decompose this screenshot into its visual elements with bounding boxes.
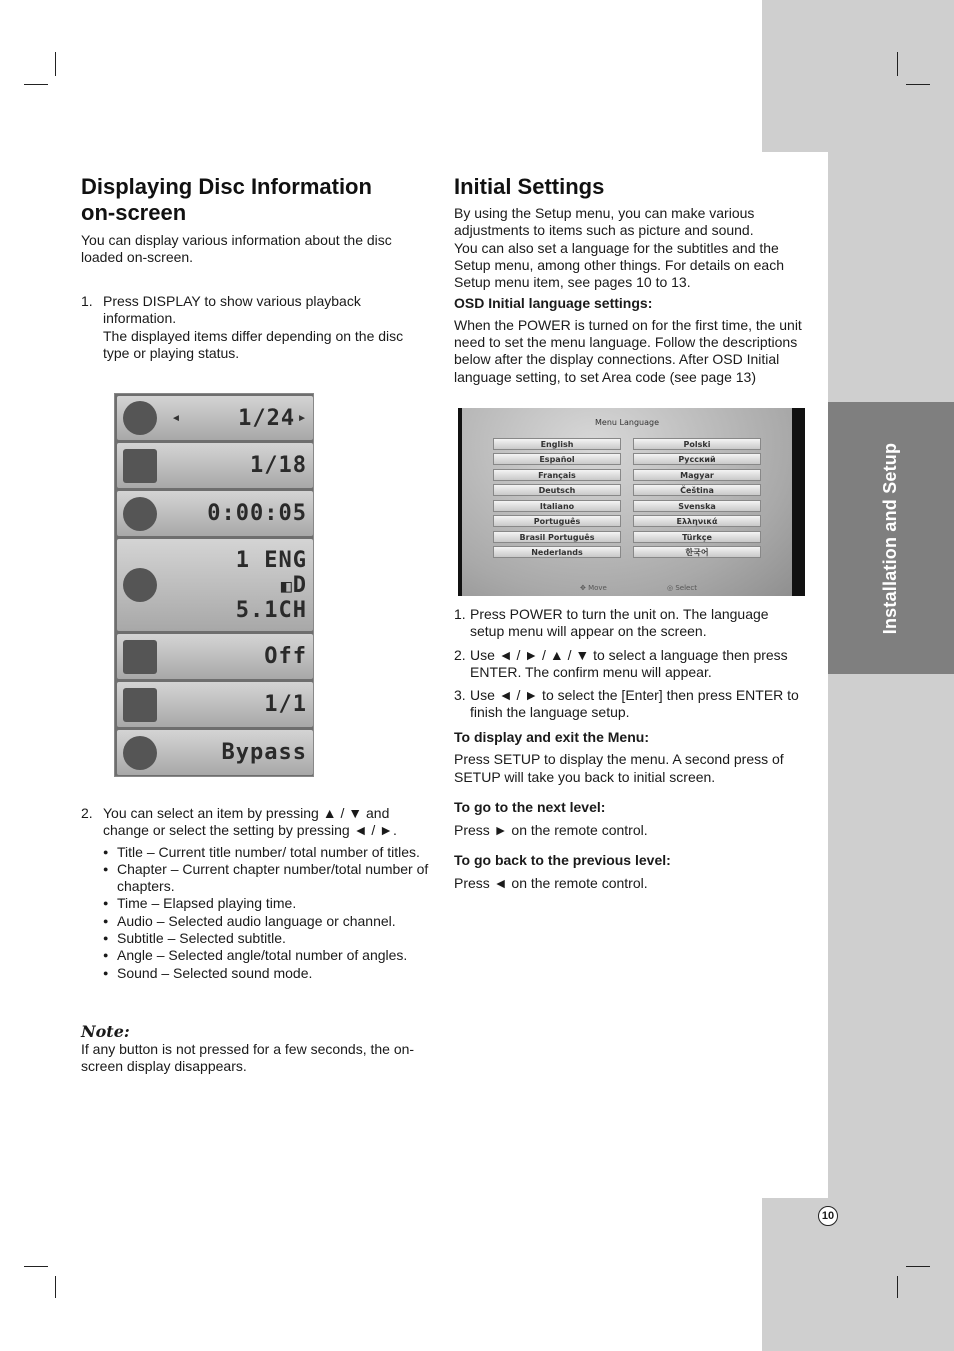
lang-option[interactable]: Polski bbox=[633, 438, 761, 450]
note-heading: Note: bbox=[81, 1022, 130, 1041]
list-item: ● Audio – Selected audio language or channel. bbox=[103, 913, 433, 930]
note bbox=[81, 1022, 433, 1076]
lang-option[interactable]: Türkçe bbox=[633, 531, 761, 543]
lang-option[interactable]: Português bbox=[493, 515, 621, 527]
subtitle-icon bbox=[123, 640, 157, 674]
move-hint: ✥ Move bbox=[580, 584, 607, 592]
camera-icon bbox=[123, 688, 157, 722]
lang-option[interactable]: English bbox=[493, 438, 621, 450]
lang-option[interactable]: 한국어 bbox=[633, 546, 761, 558]
display-text: Press SETUP to display the menu. A second press of SETUP will take you back to initial screen. bbox=[454, 751, 784, 785]
setup-step: 1. Press POWER to turn the unit on. The language setup menu will appear on the screen. bbox=[454, 606, 769, 640]
next-heading: To go to the next level: bbox=[454, 799, 606, 815]
osd-heading: OSD Initial language settings: bbox=[454, 295, 653, 312]
list-item: ● Angle – Selected angle/total number of angles. bbox=[103, 947, 433, 964]
osd-row-angle: 1/1 bbox=[117, 682, 313, 727]
osd-row-chapter: 1/18 bbox=[117, 443, 313, 488]
sidebar-strip bbox=[828, 152, 954, 1198]
osd-row-title: ◄ 1/24 ► bbox=[117, 396, 313, 440]
menu-title: Menu Language bbox=[595, 418, 659, 427]
previous-level-section bbox=[454, 852, 806, 893]
page-number: 10 bbox=[818, 1206, 838, 1226]
sidebar-bottom bbox=[762, 1198, 954, 1351]
crop-mark bbox=[55, 52, 56, 76]
select-hint: ◎ Select bbox=[667, 584, 697, 592]
next-level-section bbox=[454, 799, 806, 840]
right-title: Initial Settings bbox=[454, 174, 605, 199]
left-intro: You can display various information about the disc loaded on-screen. bbox=[81, 232, 392, 266]
right-arrow-icon: ► bbox=[297, 412, 307, 424]
lang-option[interactable]: Ελληνικά bbox=[633, 515, 761, 527]
lang-option[interactable]: Italiano bbox=[493, 500, 621, 512]
dolby-icon: ◧ bbox=[280, 575, 293, 597]
crop-mark bbox=[906, 1266, 930, 1267]
lang-option[interactable]: Русский bbox=[633, 453, 761, 465]
step-1: 1. Press DISPLAY to show various playback information. The displayed items differ depending on the disc type or playing status. bbox=[81, 293, 404, 361]
crop-mark bbox=[24, 1266, 48, 1267]
select-icon: ◎ bbox=[667, 584, 676, 592]
list-item: ● Sound – Selected sound mode. bbox=[103, 965, 433, 982]
left-title: Displaying Disc Information on-screen bbox=[81, 174, 372, 225]
osd-text: When the POWER is turned on for the first time, the unit need to set the menu language. Follow the descriptions below after the display connections. After OSD Initial language setting, to set Area code (see page 13) bbox=[454, 316, 802, 385]
crop-mark bbox=[55, 1276, 56, 1298]
section-tab-label: Installation and Setup bbox=[880, 442, 901, 634]
osd-row-audio: 1 ENG ◧D 5.1CH bbox=[117, 539, 313, 631]
osd-row-time: 0:00:05 bbox=[117, 491, 313, 536]
setup-step: 3. Use ◄ / ► to select the [Enter] then press ENTER to finish the language setup. bbox=[454, 687, 799, 721]
display-heading: To display and exit the Menu: bbox=[454, 729, 649, 745]
move-icon: ✥ bbox=[580, 584, 589, 592]
crop-mark bbox=[897, 52, 898, 76]
film-strip-icon bbox=[123, 449, 157, 483]
lang-option[interactable]: Brasil Português bbox=[493, 531, 621, 543]
back-text: Press ◄ on the remote control. bbox=[454, 875, 648, 892]
lang-option[interactable]: Magyar bbox=[633, 469, 761, 481]
left-arrow-icon: ◄ bbox=[171, 412, 181, 424]
lang-option[interactable]: Français bbox=[493, 469, 621, 481]
list-item: ● Subtitle – Selected subtitle. bbox=[103, 930, 433, 947]
crop-mark bbox=[897, 1276, 898, 1298]
list-item: ● Time – Elapsed playing time. bbox=[103, 895, 433, 912]
film-reel-icon bbox=[123, 401, 157, 435]
step-2: 2. You can select an item by pressing ▲ / ▼ and change or select the setting by pressing ◄ / ►. ● Title – Current title number/ total number of titles. ● Chapter – Current chapter number/total number of chapters. ● Time – Elapsed playing time. ● Audio – Selected audio language or channel. ● Subtitle – Selected subtitle. ● Angle – Selected angle/total number of angles. ● Sound – Selected sound mode. bbox=[81, 805, 433, 982]
note-text: If any button is not pressed for a few seconds, the on-screen display disappears. bbox=[81, 1041, 415, 1075]
list-item: ● Title – Current title number/ total number of titles. bbox=[103, 844, 433, 861]
disc-info-osd bbox=[114, 393, 314, 777]
osd-row-subtitle: Off bbox=[117, 634, 313, 679]
setup-step: 2. Use ◄ / ► / ▲ / ▼ to select a language then press ENTER. The confirm menu will appear. bbox=[454, 646, 788, 680]
item-list bbox=[103, 844, 433, 982]
headphones-icon bbox=[123, 568, 157, 602]
sidebar-top bbox=[762, 0, 954, 152]
crop-mark bbox=[906, 84, 930, 85]
lang-option[interactable]: Nederlands bbox=[493, 546, 621, 558]
lang-option[interactable]: Deutsch bbox=[493, 484, 621, 496]
clock-icon bbox=[123, 497, 157, 531]
speaker-icon bbox=[123, 736, 157, 770]
list-item: ● Chapter – Current chapter number/total number of chapters. bbox=[103, 861, 433, 896]
next-text: Press ► on the remote control. bbox=[454, 822, 648, 839]
menu-language-screen bbox=[458, 408, 805, 596]
display-menu-section bbox=[454, 729, 806, 786]
crop-mark bbox=[24, 84, 48, 85]
setup-steps bbox=[454, 606, 806, 722]
right-intro: By using the Setup menu, you can make various adjustments to items such as picture and sound. You can also set a language for the subtitles and the Setup menu, among other things. For details on each Setup menu item, see pages 10 to 13. OSD Initial language settings: When the POWER is turned on for the first time, the unit need to set the menu language. Follow the descriptions below after the display connections. After OSD Initial language setting, to set Area code (see page 13) bbox=[454, 205, 806, 386]
lang-option[interactable]: Čeština bbox=[633, 484, 761, 496]
back-heading: To go back to the previous level: bbox=[454, 852, 671, 868]
lang-option[interactable]: Svenska bbox=[633, 500, 761, 512]
osd-row-sound: Bypass bbox=[117, 730, 313, 775]
lang-option[interactable]: Español bbox=[493, 453, 621, 465]
